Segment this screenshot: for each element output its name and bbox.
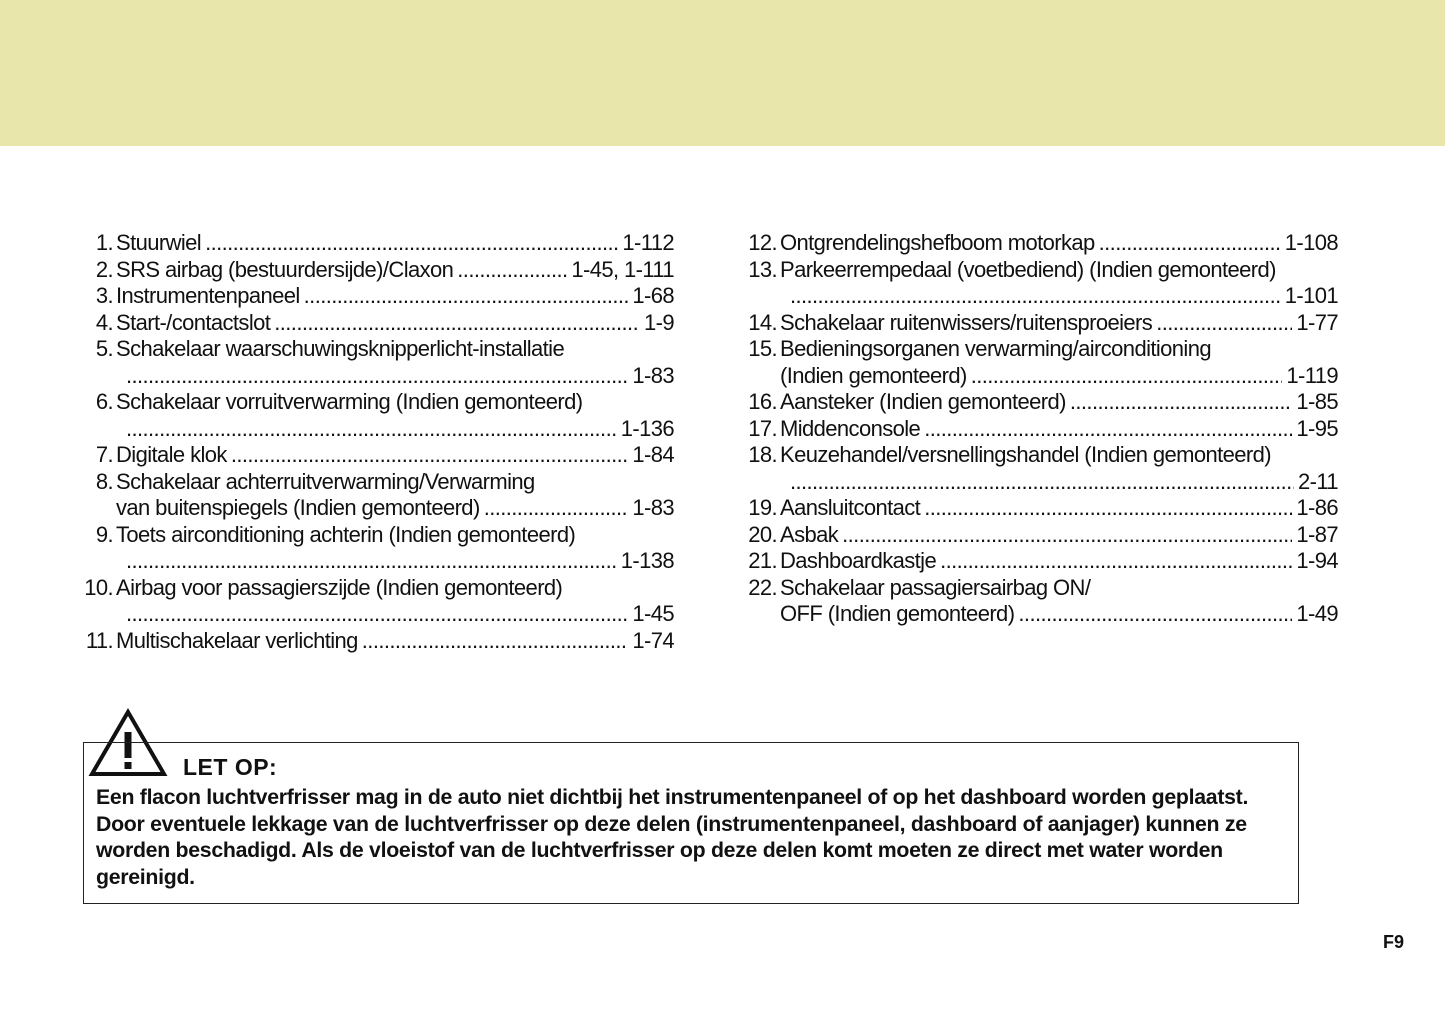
entry-page-ref: 1-68 — [632, 283, 674, 308]
entry-number: 14. — [748, 309, 777, 335]
entry-number: 6. — [95, 389, 113, 414]
toc-entry — [744, 548, 1338, 575]
dot-leader — [274, 310, 640, 337]
dot-leader — [126, 416, 617, 443]
entry-page-ref: 1-108 — [1284, 230, 1338, 255]
toc-entry — [80, 310, 674, 337]
warning-body: Een flacon luchtverfrisser mag in de auto niet dichtbij het instrumentenpaneel of op het dashboard worden geplaatst. Door eventuele lekkage van de luchtverfrisser op deze delen (instrumentenpaneel, dashboard of aanjager) kunnen ze worden beschadigd. Als de vloeistof van de luchtverfrisser op deze delen komt moeten ze direct met water worden gereinigd. — [96, 785, 1249, 889]
entry-number: 17. — [748, 415, 777, 441]
toc-left-column — [80, 230, 674, 654]
entry-page-ref: 1-49 — [1296, 601, 1338, 626]
entry-title: Ontgrendelingshefboom motorkap — [780, 230, 1095, 255]
entry-title: van buitenspiegels (Indien gemonteerd) — [116, 495, 480, 520]
toc-entry — [80, 442, 674, 469]
header-band — [0, 0, 1445, 146]
entry-title: Multischakelaar verlichting — [116, 627, 358, 653]
toc-entry — [80, 628, 674, 655]
toc-entry — [744, 416, 1338, 443]
entry-title: Toets airconditioning achterin (Indien gemonteerd) — [116, 521, 576, 547]
entry-title: Digitale klok — [116, 442, 227, 467]
dot-leader — [940, 548, 1292, 575]
dot-leader — [1070, 389, 1292, 416]
toc-entry — [80, 522, 674, 575]
entry-title: OFF (Indien gemonteerd) — [780, 601, 1015, 626]
entry-number: 12. — [748, 230, 777, 255]
entry-page-ref: 1-84 — [632, 442, 674, 467]
entry-title: Start-/contactslot — [116, 309, 271, 335]
entry-title: Middenconsole — [780, 415, 921, 441]
dot-leader — [924, 416, 1292, 443]
entry-page-ref: 1-74 — [632, 627, 674, 653]
entry-page-ref: 1-45, 1-111 — [571, 256, 674, 282]
entry-number: 11. — [85, 627, 113, 653]
dot-leader — [231, 442, 629, 469]
dot-leader — [1156, 310, 1292, 337]
toc-entry — [744, 257, 1338, 310]
dot-leader — [126, 548, 617, 575]
entry-number: 15. — [748, 336, 777, 361]
entry-page-ref: 1-94 — [1296, 548, 1338, 573]
entry-title: Asbak — [780, 521, 839, 547]
entry-page-ref: 1-112 — [622, 230, 674, 255]
entry-number: 10. — [84, 574, 113, 600]
entry-number: 8. — [95, 468, 113, 494]
entry-page-ref: 1-87 — [1296, 521, 1338, 547]
toc-entry — [80, 283, 674, 310]
dot-leader — [484, 495, 629, 522]
entry-page-ref: 1-83 — [632, 495, 674, 520]
dot-leader — [790, 469, 1294, 496]
entry-title: Schakelaar achterruitverwarming/Verwarming — [116, 468, 535, 494]
entry-page-ref: 1-86 — [1296, 495, 1338, 520]
dot-leader — [304, 283, 629, 310]
entry-number: 2. — [95, 256, 113, 282]
toc-entry — [80, 469, 674, 522]
toc-entry — [80, 230, 674, 257]
entry-number: 9. — [95, 521, 113, 547]
dot-leader — [362, 628, 629, 655]
entry-title: Bedieningsorganen verwarming/airconditioning — [780, 336, 1211, 361]
entry-number: 1. — [95, 230, 113, 255]
toc-entry — [744, 310, 1338, 337]
toc-entry — [744, 389, 1338, 416]
toc-entry — [744, 522, 1338, 549]
entry-page-ref: 2-11 — [1298, 468, 1338, 494]
entry-page-ref: 1-85 — [1296, 389, 1338, 414]
toc-entry — [744, 230, 1338, 257]
dot-leader — [971, 363, 1283, 390]
entry-page-ref: 1-9 — [644, 309, 674, 335]
entry-page-ref: 1-83 — [632, 362, 674, 388]
warning-title: LET OP: — [183, 754, 278, 780]
entry-title: Schakelaar ruitenwissers/ruitensproeiers — [780, 309, 1153, 335]
entry-number: 20. — [748, 521, 777, 547]
dot-leader — [924, 495, 1292, 522]
entry-title: Airbag voor passagierszijde (Indien gemonteerd) — [116, 574, 563, 600]
entry-title: Dashboardkastje — [780, 548, 937, 573]
entry-title: Schakelaar passagiersairbag ON/ — [780, 574, 1091, 600]
entry-page-ref: 1-136 — [620, 415, 674, 441]
entry-number: 7. — [95, 442, 113, 467]
entry-number: 19. — [748, 495, 777, 520]
entry-number: 18. — [748, 442, 777, 467]
entry-title: SRS airbag (bestuurdersijde)/Claxon — [116, 256, 454, 282]
toc-entry — [80, 257, 674, 284]
toc-entry — [744, 495, 1338, 522]
dot-leader — [126, 601, 628, 628]
entry-title: Instrumentenpaneel — [116, 283, 300, 308]
entry-page-ref: 1-45 — [632, 601, 674, 626]
entry-number: 4. — [95, 309, 113, 335]
dot-leader — [457, 257, 567, 284]
dot-leader — [1018, 601, 1292, 628]
entry-title: Aansluitcontact — [780, 495, 921, 520]
dot-leader — [205, 230, 618, 257]
entry-title: Schakelaar waarschuwingsknipperlicht-installatie — [116, 336, 565, 361]
entry-title: Parkeerrempedaal (voetbediend) (Indien gemonteerd) — [780, 256, 1276, 282]
dot-leader — [126, 363, 628, 390]
entry-number: 13. — [748, 256, 777, 282]
entry-number: 3. — [95, 283, 113, 308]
entry-title: Keuzehandel/versnellingshandel (Indien gemonteerd) — [780, 442, 1272, 467]
toc-entry — [744, 575, 1338, 628]
toc-right-column — [744, 230, 1338, 628]
entry-number: 5. — [95, 336, 113, 361]
toc-entry — [80, 336, 674, 389]
entry-page-ref: 1-95 — [1296, 415, 1338, 441]
page-number: F9 — [1383, 932, 1405, 952]
entry-number: 16. — [748, 389, 777, 414]
toc-entry — [80, 575, 674, 628]
entry-number: 22. — [748, 574, 777, 600]
entry-title: (Indien gemonteerd) — [780, 362, 967, 388]
entry-page-ref: 1-101 — [1284, 283, 1338, 308]
entry-number: 21. — [748, 548, 777, 573]
entry-page-ref: 1-119 — [1286, 362, 1338, 388]
dot-leader — [842, 522, 1292, 549]
toc-entry — [744, 442, 1338, 495]
entry-page-ref: 1-138 — [620, 548, 674, 573]
entry-title: Aansteker (Indien gemonteerd) — [780, 389, 1066, 414]
dot-leader — [1099, 230, 1281, 257]
toc-entry — [80, 389, 674, 442]
dot-leader — [790, 283, 1281, 310]
entry-page-ref: 1-77 — [1296, 309, 1338, 335]
entry-title: Schakelaar vorruitverwarming (Indien gemonteerd) — [116, 389, 583, 414]
toc-entry — [744, 336, 1338, 389]
entry-title: Stuurwiel — [116, 230, 202, 255]
